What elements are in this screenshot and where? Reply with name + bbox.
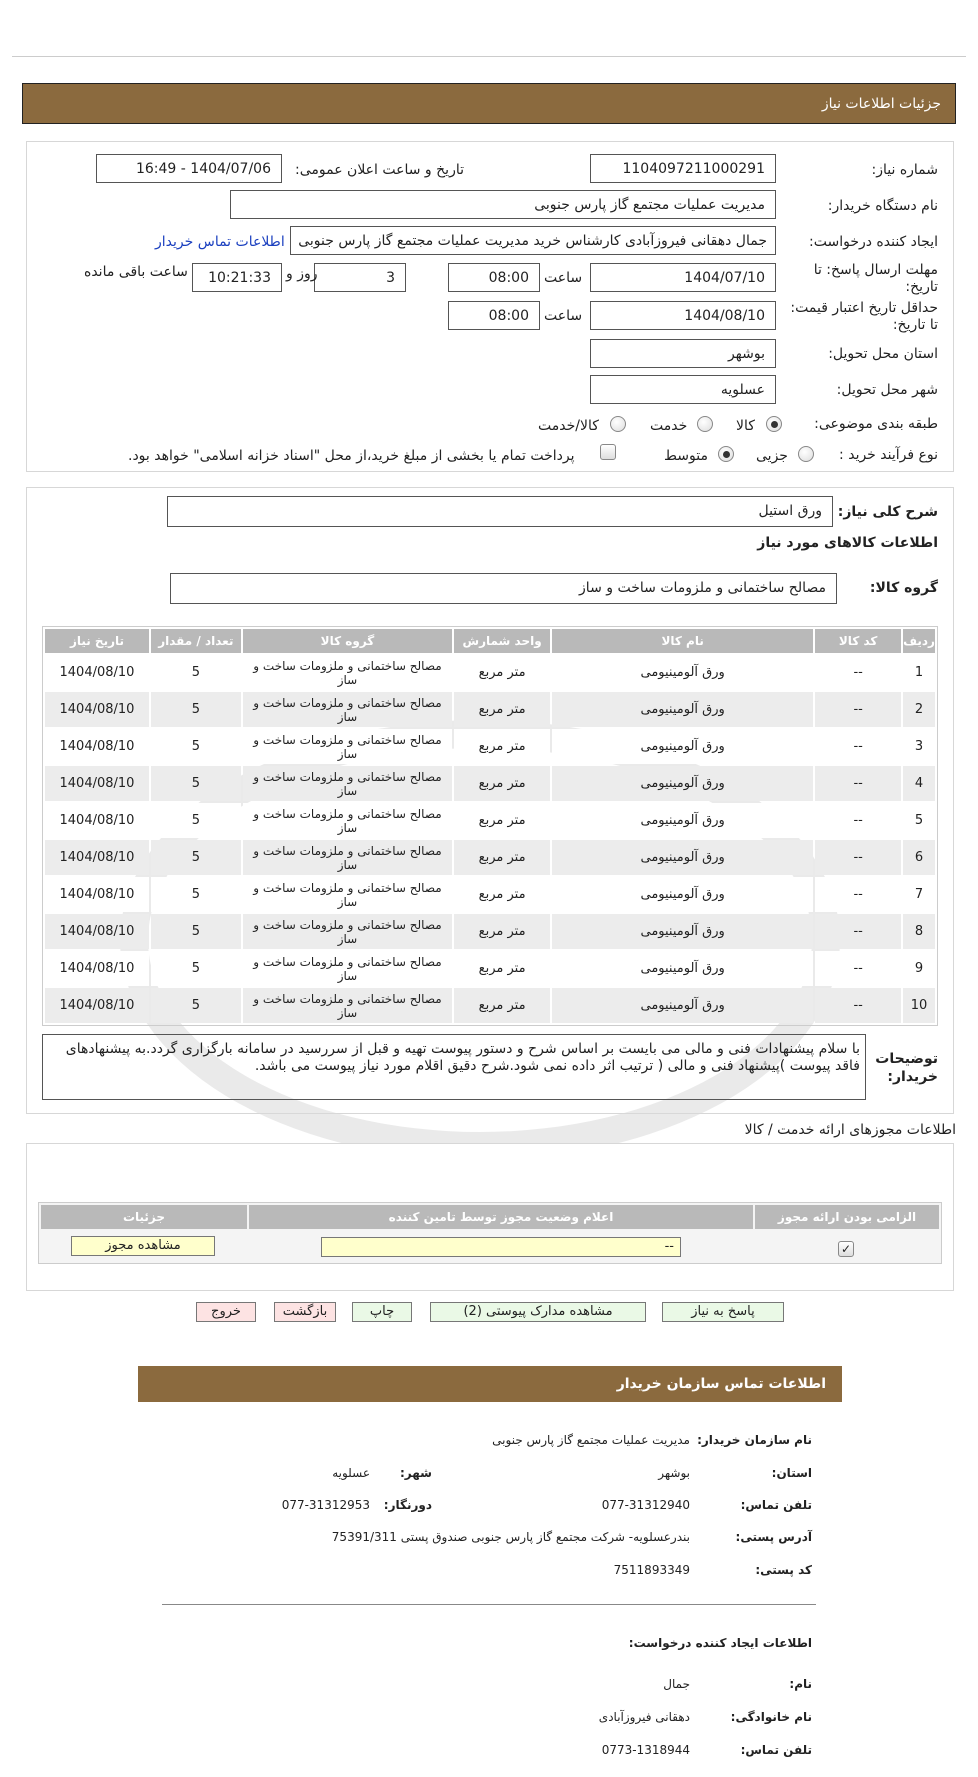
buyer-notes-label: توضیحات خریدار: [875, 1051, 938, 1085]
contact-city-label: شهر: [400, 1466, 432, 1480]
validity-date-field: 1404/08/10 [590, 301, 776, 330]
cell-quantity: 5 [151, 803, 241, 838]
table-row [45, 803, 935, 838]
cell-unit: متر مربع [454, 914, 550, 949]
cell-goods-name: ورق آلومینیومی [552, 803, 813, 838]
cell-quantity: 5 [151, 840, 241, 875]
creator-name-value: جمال [663, 1677, 690, 1691]
cell-goods-name: ورق آلومینیومی [552, 877, 813, 912]
back-button[interactable]: بازگشت [274, 1302, 336, 1322]
phone-value: 077-31312940 [601, 1498, 690, 1512]
table-row [45, 729, 935, 764]
contact-province-label: استان: [771, 1466, 812, 1480]
cell-unit: متر مربع [454, 655, 550, 690]
contact-province-value: بوشهر [658, 1466, 690, 1480]
cell-unit: متر مربع [454, 803, 550, 838]
cell-goods-code: -- [815, 803, 901, 838]
table-row [45, 988, 935, 1023]
cell-row-number: 10 [903, 988, 935, 1023]
contact-title: اطلاعات تماس سازمان خریدار [616, 1376, 826, 1392]
col-row-number: ردیف [903, 629, 935, 653]
need-number-label: شماره نیاز: [871, 162, 938, 178]
cell-need-date: 1404/08/10 [45, 877, 149, 912]
table-row [45, 655, 935, 690]
cell-goods-code: -- [815, 988, 901, 1023]
cell-need-date: 1404/08/10 [45, 951, 149, 986]
cell-quantity: 5 [151, 951, 241, 986]
cell-goods-code: -- [815, 729, 901, 764]
table-row [45, 951, 935, 986]
cell-goods-name: ورق آلومینیومی [552, 766, 813, 801]
creator-name-label: نام: [789, 1677, 812, 1691]
province-field: بوشهر [590, 339, 776, 368]
cell-goods-group: مصالح ساختمانی و ملزومات ساخت و ساز [243, 877, 452, 912]
contact-header [138, 1366, 842, 1402]
cell-goods-group: مصالح ساختمانی و ملزومات ساخت و ساز [243, 655, 452, 690]
remaining-time-field: 10:21:33 [192, 263, 282, 292]
creator-info-title: اطلاعات ایجاد کننده درخواست: [628, 1636, 812, 1650]
cell-quantity: 5 [151, 988, 241, 1023]
min-validity-label: حداقل تاریخ اعتبار قیمت: تا تاریخ: [790, 300, 938, 333]
cell-goods-name: ورق آلومینیومی [552, 988, 813, 1023]
cell-need-date: 1404/08/10 [45, 692, 149, 727]
cell-quantity: 5 [151, 655, 241, 690]
category-radio-service[interactable] [697, 416, 713, 432]
cell-goods-name: ورق آلومینیومی [552, 914, 813, 949]
buyer-org-field: مدیریت عملیات مجتمع گاز پارس جنوبی [230, 190, 776, 219]
treasury-payment-checkbox[interactable] [600, 444, 616, 460]
cell-goods-code: -- [815, 840, 901, 875]
cell-goods-name: ورق آلومینیومی [552, 692, 813, 727]
cell-goods-group: مصالح ساختمانی و ملزومات ساخت و ساز [243, 951, 452, 986]
announce-label: تاریخ و ساعت اعلان عمومی: [295, 162, 464, 178]
permits-table [38, 1202, 942, 1264]
cell-goods-group: مصالح ساختمانی و ملزومات ساخت و ساز [243, 914, 452, 949]
process-radio-minor[interactable] [798, 446, 814, 462]
province-label: استان محل تحویل: [828, 346, 938, 362]
cell-row-number: 1 [903, 655, 935, 690]
process-option-medium: متوسط [664, 448, 708, 464]
validity-time-label: ساعت [544, 308, 583, 324]
page-header [22, 83, 956, 124]
postal-code-value: 7511893349 [613, 1563, 690, 1577]
contact-divider [162, 1604, 816, 1605]
cell-goods-name: ورق آلومینیومی [552, 655, 813, 690]
cell-goods-name: ورق آلومینیومی [552, 840, 813, 875]
cell-goods-group: مصالح ساختمانی و ملزومات ساخت و ساز [243, 729, 452, 764]
permits-header-required: الزامی بودن ارائه مجوز [755, 1205, 939, 1229]
cell-unit: متر مربع [454, 988, 550, 1023]
cell-goods-name: ورق آلومینیومی [552, 951, 813, 986]
cell-goods-group: مصالح ساختمانی و ملزومات ساخت و ساز [243, 692, 452, 727]
permit-required-checkbox: ✓ [838, 1241, 854, 1257]
reply-button[interactable]: پاسخ به نیاز [662, 1302, 784, 1322]
cell-goods-code: -- [815, 877, 901, 912]
buyer-org-label: نام دستگاه خریدار: [827, 198, 938, 214]
permits-header-status: اعلام وضعیت مجوز توسط تامین کننده [249, 1205, 753, 1229]
items-table-header-row [45, 629, 935, 653]
cell-quantity: 5 [151, 914, 241, 949]
category-label: طبقه بندی موضوعی: [814, 416, 938, 432]
cell-need-date: 1404/08/10 [45, 729, 149, 764]
process-label: نوع فرآیند خرید : [839, 447, 938, 463]
cell-unit: متر مربع [454, 692, 550, 727]
cell-need-date: 1404/08/10 [45, 988, 149, 1023]
cell-goods-name: ورق آلومینیومی [552, 729, 813, 764]
goods-info-title: اطلاعات کالاهای مورد نیاز [757, 535, 938, 551]
goods-group-label: گروه کالا: [869, 580, 938, 596]
fax-label: دورنگار: [383, 1498, 432, 1512]
creator-phone-value: 0773-1318944 [601, 1743, 690, 1757]
cell-need-date: 1404/08/10 [45, 914, 149, 949]
org-label: نام سازمان خریدار: [697, 1433, 812, 1447]
cell-need-date: 1404/08/10 [45, 655, 149, 690]
cell-unit: متر مربع [454, 766, 550, 801]
table-row [45, 840, 935, 875]
col-goods-code: کد کالا [815, 629, 901, 653]
items-table [43, 627, 937, 1025]
cell-row-number: 6 [903, 840, 935, 875]
cell-quantity: 5 [151, 729, 241, 764]
cell-goods-group: مصالح ساختمانی و ملزومات ساخت و ساز [243, 766, 452, 801]
cell-goods-code: -- [815, 951, 901, 986]
print-button[interactable]: چاپ [352, 1302, 412, 1322]
cell-goods-code: -- [815, 914, 901, 949]
creator-family-label: نام خانوادگی: [730, 1710, 812, 1724]
days-label: روز و [286, 266, 318, 282]
col-need-date: تاریخ نیاز [45, 629, 149, 653]
deadline-time-field: 08:00 [448, 263, 540, 292]
creator-family-value: دهقانی فیروزآبادی [598, 1710, 690, 1724]
exit-button[interactable]: خروج [196, 1302, 256, 1322]
cell-goods-group: مصالح ساختمانی و ملزومات ساخت و ساز [243, 840, 452, 875]
category-radio-goods[interactable] [766, 416, 782, 432]
cell-goods-group: مصالح ساختمانی و ملزومات ساخت و ساز [243, 803, 452, 838]
table-row [45, 692, 935, 727]
deadline-date-field: 1404/07/10 [590, 263, 776, 292]
permits-header-details: جزئیات [41, 1205, 247, 1229]
announce-field: 1404/07/06 - 16:49 [96, 154, 282, 183]
city-label: شهر محل تحویل: [836, 382, 938, 398]
cell-need-date: 1404/08/10 [45, 766, 149, 801]
cell-need-date: 1404/08/10 [45, 803, 149, 838]
cell-row-number: 4 [903, 766, 935, 801]
cell-row-number: 9 [903, 951, 935, 986]
city-field: عسلویه [590, 375, 776, 404]
cell-row-number: 8 [903, 914, 935, 949]
category-option-service: خدمت [650, 418, 688, 434]
cell-need-date: 1404/08/10 [45, 840, 149, 875]
cell-goods-group: مصالح ساختمانی و ملزومات ساخت و ساز [243, 988, 452, 1023]
view-attachments-button[interactable]: مشاهده مدارک پیوستی (2) [430, 1302, 646, 1322]
cell-row-number: 7 [903, 877, 935, 912]
cell-unit: متر مربع [454, 729, 550, 764]
category-option-goods: کالا [736, 418, 755, 434]
process-radio-medium[interactable] [718, 446, 734, 462]
deadline-time-label: ساعت [544, 270, 583, 286]
cell-row-number: 2 [903, 692, 935, 727]
postal-code-label: کد پستی: [755, 1563, 812, 1577]
cell-unit: متر مربع [454, 840, 550, 875]
cell-goods-code: -- [815, 692, 901, 727]
need-description-label: شرح کلی نیاز: [837, 504, 938, 520]
org-value: مدیریت عملیات مجتمع گاز پارس جنوبی [492, 1433, 690, 1447]
creator-label: ایجاد کننده درخواست: [809, 234, 938, 250]
cell-goods-code: -- [815, 655, 901, 690]
cell-quantity: 5 [151, 692, 241, 727]
category-option-both: کالا/خدمت [538, 418, 599, 434]
deadline-label: مهلت ارسال پاسخ: تا تاریخ: [813, 262, 938, 295]
contact-city-value: عسلویه [332, 1466, 370, 1480]
process-option-minor: جزیی [756, 448, 788, 464]
address-label: آدرس پستی: [735, 1530, 812, 1544]
permits-title: اطلاعات مجوزهای ارائه خدمت / کالا [744, 1122, 956, 1138]
buyer-notes-text: با سلام پیشنهادات فنی و مالی می بایست بر اساس شرح و دستور پیوست تهیه و قبل از سررسید در سامانه بارگزاری گردد.به پیشنهادهای فاقد پیوست )پیشنهاد فنی و مالی ( ترتیب اثر داده نمی شود.شرح دقیق اقلام مورد نیاز پیوست می باشد. [65, 1041, 860, 1074]
days-field: 3 [314, 263, 406, 292]
cell-unit: متر مربع [454, 877, 550, 912]
col-quantity: تعداد / مقدار [151, 629, 241, 653]
phone-label: تلفن تماس: [740, 1498, 812, 1512]
treasury-payment-note: پرداخت تمام یا بخشی از مبلغ خرید،از محل "اسناد خزانه اسلامی" خواهد بود. [128, 448, 575, 464]
top-divider [12, 56, 966, 57]
table-row [45, 766, 935, 801]
validity-time-field: 08:00 [448, 301, 540, 330]
need-number-field: 1104097211000291 [590, 154, 776, 183]
col-goods-name: نام کالا [552, 629, 813, 653]
creator-field: جمال دهقانی فیروزآبادی کارشناس خرید مدیریت عملیات مجتمع گاز پارس جنوبی [290, 226, 776, 255]
table-row [45, 877, 935, 912]
page-title: جزئیات اطلاعات نیاز [821, 96, 941, 112]
cell-row-number: 3 [903, 729, 935, 764]
cell-goods-code: -- [815, 766, 901, 801]
col-goods-group: گروه کالا [243, 629, 452, 653]
address-value: بندرعسلویه- شرکت مجتمع گاز پارس جنوبی صندوق پستی 75391/311 [331, 1530, 690, 1544]
creator-phone-label: تلفن تماس: [740, 1743, 812, 1757]
buyer-contact-link[interactable]: اطلاعات تماس خریدار [155, 234, 285, 250]
items-table-body [45, 655, 935, 1023]
cell-quantity: 5 [151, 877, 241, 912]
fax-value: 077-31312953 [281, 1498, 370, 1512]
need-description-field: ورق استیل [167, 496, 833, 527]
table-row [45, 914, 935, 949]
cell-quantity: 5 [151, 766, 241, 801]
col-unit: واحد شمارش [454, 629, 550, 653]
category-radio-both[interactable] [610, 416, 626, 432]
remaining-label: ساعت باقی مانده [84, 264, 188, 280]
items-table-wrapper [42, 626, 938, 1026]
goods-group-field: مصالح ساختمانی و ملزومات ساخت و ساز [170, 573, 837, 604]
cell-unit: متر مربع [454, 951, 550, 986]
view-permit-button[interactable]: مشاهده مجوز [71, 1236, 215, 1256]
permit-status-field: -- [321, 1237, 681, 1257]
cell-row-number: 5 [903, 803, 935, 838]
